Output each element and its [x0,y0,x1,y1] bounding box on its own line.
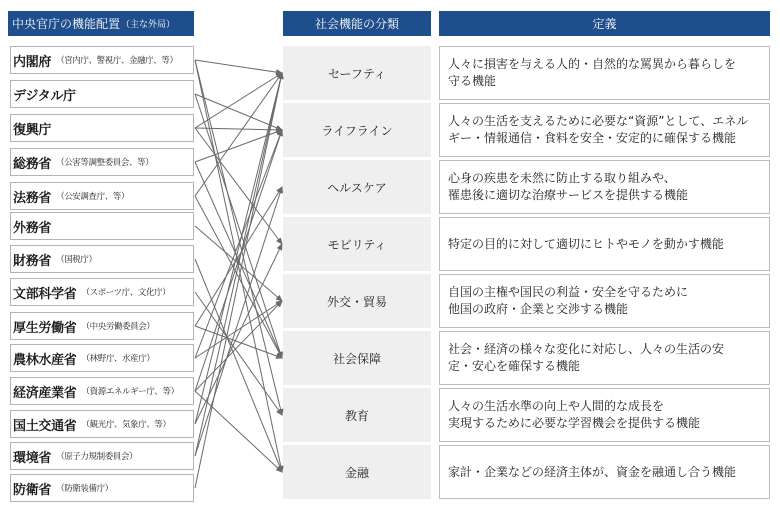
ministry-agencies: （原子力規制委員会） [56,452,138,462]
ministry-name: デジタル庁 [13,88,76,104]
definition-line: 人々の生活水準の向上や人間的な成長を [448,399,665,413]
ministry-name: 防衛省 [13,482,52,498]
connector-arrow [195,130,282,358]
ministry-agencies: （防衛装備庁） [56,484,113,494]
connector-arrow [195,130,282,391]
definition-line: 人々に損害を与える人的・自然的な罵異から暮らしを [448,57,737,71]
ministry-agencies: （中央労働委員会） [81,322,155,332]
definition-line: 特定の目的に対して適切にヒトやモノを動かす機能 [448,236,724,251]
definition-line: 心身の疾患を未然に防止する取り組みや、 [448,171,676,185]
ministry-agencies: （観光庁、気象庁、等） [81,420,171,430]
function-box: セーフティ [283,46,431,100]
ministry-name: 農林水産省 [13,352,77,368]
ministry-name: 国土交通省 [13,418,77,434]
ministry-name: 文部科学省 [13,286,77,302]
ministry-name: 経済産業省 [13,385,77,401]
definition-line: 定・安心を確保する機能 [448,359,581,373]
ministry-name: 厚生労働省 [13,320,77,336]
connector-arrow [195,301,282,391]
function-box: 社会保障 [283,331,431,385]
ministry-name: 外務省 [13,220,52,236]
ministry-agencies: （林野庁、水産庁） [81,354,155,364]
definition-line: 自国の主権や国民の利益・安全を守るために [448,285,689,299]
definition-line: 罹患後に適切な治療サービスを提供する機能 [448,188,689,202]
ministry-name: 復興庁 [13,122,52,138]
connector-arrow [195,187,282,326]
connector-arrow [195,391,282,472]
ministry-name: 内閣府 [13,54,52,70]
ministry-agencies: （公安調査庁、等） [56,192,130,202]
definition-line: 他国の政府・企業と交渉する機能 [448,302,629,316]
definition-line: 守る機能 [448,74,497,88]
connector-arrow [195,73,282,128]
ministry-agencies: （公害等調整委員会、等） [56,158,154,168]
function-box: ヘルスケア [283,160,431,214]
ministry-name: 財務省 [13,253,52,269]
ministry-name: 環境省 [13,450,52,466]
definitions-header: 定義 [439,11,770,36]
function-box: ライフライン [283,103,431,157]
ministry-name: 法務省 [13,190,52,206]
definition-line: ギー・情報通信・食料を安全・安定的に確保する機能 [448,131,737,145]
ministries-header-subtitle: （主な外局） [121,20,176,30]
ministry-agencies: （スポーツ庁、文化庁） [81,288,171,298]
function-box: 外交・貿易 [283,274,431,328]
ministries-header-title: 中央官庁の機能配置 [12,17,121,31]
function-box: 金融 [283,445,431,499]
ministry-agencies: （宮内庁、警視庁、金融庁、等） [56,56,178,66]
connector-arrow [195,60,282,73]
definition-line: 社会・経済の様々な変化に対応し、人々の生活の安 [448,342,725,356]
connector-arrow [195,73,282,456]
definition-line: 家計・企業などの経済主体が、資金を融通し合う機能 [448,464,737,479]
ministry-name: 総務省 [13,156,52,172]
function-box: 教育 [283,388,431,442]
connector-arrow [195,73,282,424]
definition-line: 実現するために必要な学習機会を提供する機能 [448,416,701,430]
connector-arrow [195,259,282,472]
function-box: モビリティ [283,217,431,271]
functions-header: 社会機能の分類 [283,11,431,36]
ministry-agencies: （国税庁） [56,255,97,265]
definition-line: 人々の生活を支えるために必要な“資源”として、エネル [448,114,749,128]
ministry-agencies: （資源エネルギー庁、等） [81,387,179,397]
